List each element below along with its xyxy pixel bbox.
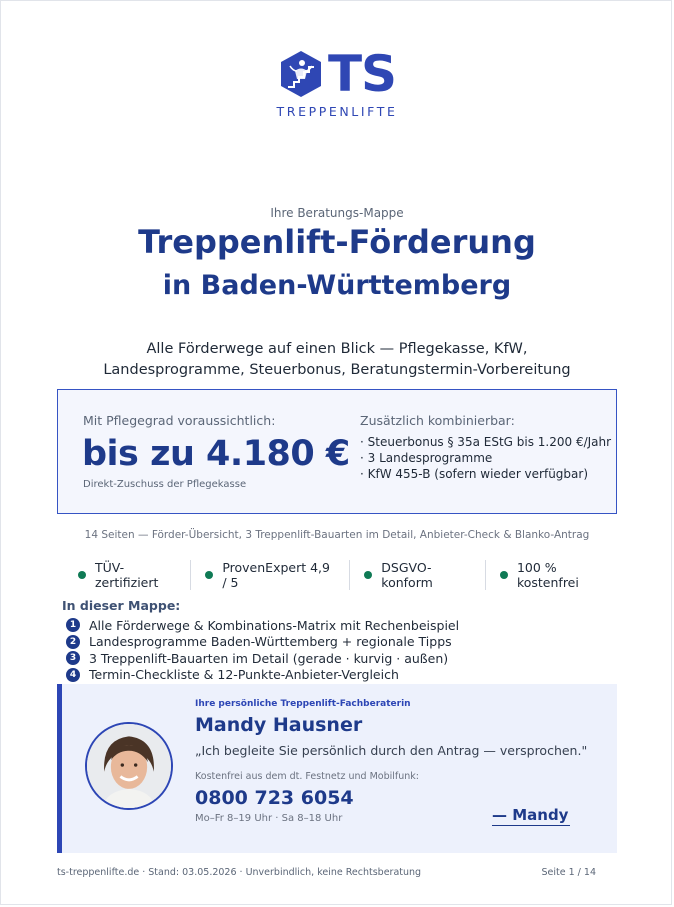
trust-badge-provenexpert: [191, 560, 350, 590]
trust-badge-dsgvo: [350, 560, 486, 590]
trust-label: TÜV-zertifiziert: [95, 560, 159, 590]
opening-hours: Mo–Fr 8–19 Uhr · Sa 8–18 Uhr: [195, 813, 343, 824]
phone-note: Kostenfrei aus dem dt. Festnetz und Mobilfunk:: [195, 771, 419, 782]
header-kicker: Ihre Beratungs-Mappe: [270, 206, 404, 220]
check-dot-icon: [78, 571, 86, 579]
trust-label: 100 % kostenfrei: [516, 560, 579, 590]
page-title-line2: in Baden-Württemberg: [162, 270, 512, 301]
lead-line-2: Landesprogramme, Steuerbonus, Beratungstermin-Vorbereitung: [103, 362, 571, 378]
number-badge: 3: [66, 651, 80, 665]
funding-highlight-box: [57, 389, 617, 514]
list-item: [66, 634, 459, 651]
footer-text: ts-treppenlifte.de · Stand: 03.05.2026 · Unverbindlich, keine Rechtsberatung: [57, 867, 422, 878]
funding-amount: bis zu 4.180 €: [82, 434, 350, 474]
logo-subtitle: TREPPENLIFTE: [276, 104, 398, 119]
brand-logo[interactable]: [0, 45, 674, 119]
funding-note: Direkt-Zuschuss der Pflegekasse: [83, 479, 247, 490]
contents-heading: In dieser Mappe:: [62, 598, 181, 613]
lead-text: [0, 339, 674, 381]
page-title: Treppenlift-Förderung: [138, 223, 536, 261]
advisor-card: [57, 684, 617, 853]
list-item: [66, 650, 459, 667]
page-count-note: 14 Seiten — Förder-Übersicht, 3 Treppenlift-Bauarten im Detail, Anbieter-Check & Blanko-Antrag: [84, 529, 590, 541]
advisor-signature: — Mandy: [492, 806, 569, 824]
list-item: [66, 617, 459, 634]
avatar: [85, 722, 173, 810]
number-badge: 2: [66, 635, 80, 649]
check-dot-icon: [205, 571, 213, 579]
list-item: [66, 667, 459, 684]
advisor-kicker: Ihre persönliche Treppenlift-Fachberaterin: [195, 699, 411, 709]
lead-line-1: Alle Förderwege auf einen Blick — Pflegekasse, KfW,: [146, 341, 528, 357]
combinable-item: · Steuerbonus § 35a EStG bis 1.200 €/Jahr: [360, 435, 612, 449]
list-item-text: Alle Förderwege & Kombinations-Matrix mit Rechenbeispiel: [89, 617, 460, 633]
advisor-name: Mandy Hausner: [195, 714, 363, 736]
combinable-item: · 3 Landesprogramme: [360, 451, 493, 465]
advisor-quote: „Ich begleite Sie persönlich durch den Antrag — versprochen.": [195, 743, 588, 758]
combinable-item: · KfW 455-B (sofern wieder verfügbar): [360, 467, 589, 481]
check-dot-icon: [364, 571, 372, 579]
page-number: Seite 1 / 14: [541, 867, 596, 878]
phone-number-link[interactable]: 0800 723 6054: [195, 787, 354, 809]
logo-wordmark: TS: [327, 45, 397, 103]
trust-label: DSGVO-konform: [381, 560, 433, 590]
combinable-list: [360, 434, 611, 482]
number-badge: 1: [66, 618, 80, 632]
trust-badge-tuev: [64, 560, 191, 590]
stairlift-hexagon-icon: [278, 49, 324, 99]
list-item-text: Termin-Checkliste & 12-Punkte-Anbieter-Vergleich: [89, 667, 399, 683]
contents-list: [66, 617, 459, 683]
list-item-text: 3 Treppenlift-Bauarten im Detail (gerade · kurvig · außen): [89, 650, 449, 666]
combinable-label: Zusätzlich kombinierbar:: [360, 413, 515, 428]
trust-label: ProvenExpert 4,9 / 5: [222, 560, 330, 590]
check-dot-icon: [500, 571, 508, 579]
trust-badges: [64, 560, 624, 590]
number-badge: 4: [66, 668, 80, 682]
list-item-text: Landesprogramme Baden-Württemberg + regionale Tipps: [89, 634, 452, 650]
trust-badge-free: [486, 560, 624, 590]
advisor-portrait-icon: [87, 724, 171, 808]
funding-label: Mit Pflegegrad voraussichtlich:: [83, 413, 276, 428]
